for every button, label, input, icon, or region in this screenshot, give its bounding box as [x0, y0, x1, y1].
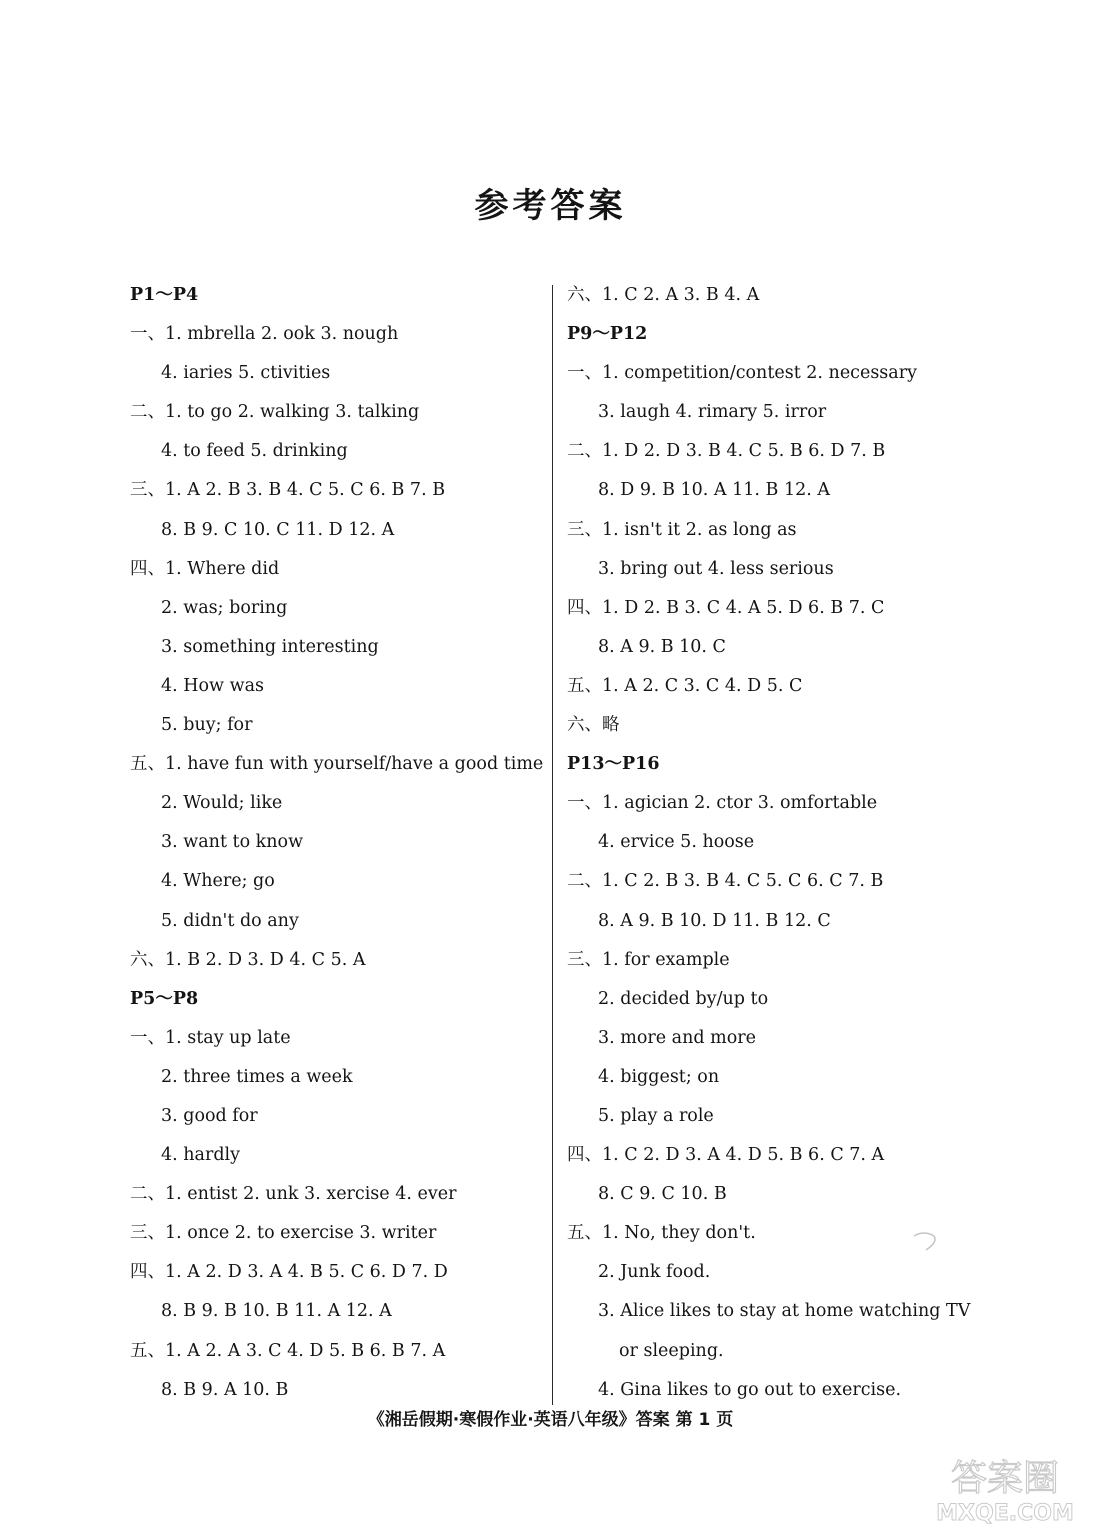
- answer-line: 8. B 9. A 10. B: [161, 1379, 289, 1400]
- answer-line: 3. want to know: [161, 832, 304, 853]
- answer-line: 五、1. A 2. A 3. C 4. D 5. B 6. B 7. A: [130, 1340, 446, 1361]
- answer-line: 2. Would; like: [161, 793, 283, 814]
- answer-line: 六、1. C 2. A 3. B 4. A: [567, 285, 760, 305]
- answer-line: 5. play a role: [598, 1105, 714, 1126]
- answer-line: 8. B 9. B 10. B 11. A 12. A: [161, 1301, 392, 1322]
- pen-mark: [912, 1228, 942, 1254]
- answer-line: 三、1. for example: [567, 949, 730, 970]
- answer-line: 2. three times a week: [161, 1066, 353, 1087]
- answer-line: 3. good for: [161, 1105, 258, 1126]
- answer-line: 4. hardly: [161, 1145, 241, 1166]
- answer-line: 3. bring out 4. less serious: [598, 558, 834, 579]
- answer-line: 二、1. D 2. D 3. B 4. C 5. B 6. D 7. B: [567, 441, 886, 462]
- answer-line: 3. Alice likes to stay at home watching TV: [598, 1301, 971, 1322]
- answer-line: 4. to feed 5. drinking: [161, 441, 348, 462]
- watermark-domain: MXQE.COM: [936, 1501, 1074, 1526]
- answer-line: 二、1. entist 2. unk 3. xercise 4. ever: [130, 1184, 457, 1205]
- watermark-text: 答案圈: [950, 1458, 1060, 1499]
- answer-line: 3. more and more: [598, 1027, 756, 1048]
- answer-line: 3. something interesting: [161, 636, 379, 657]
- answer-line: 三、1. isn't it 2. as long as: [567, 519, 797, 540]
- section-heading: P13～P16: [567, 754, 660, 775]
- answer-line: 4. ervice 5. hoose: [598, 832, 755, 853]
- answer-line: 4. biggest; on: [598, 1066, 720, 1087]
- answer-line: 六、1. B 2. D 3. D 4. C 5. A: [130, 949, 366, 970]
- answer-line: 四、1. D 2. B 3. C 4. A 5. D 6. B 7. C: [567, 597, 885, 618]
- answer-line: 二、1. C 2. B 3. B 4. C 5. C 6. C 7. B: [567, 871, 884, 892]
- answer-line: 2. Junk food.: [598, 1262, 711, 1283]
- answer-line: 5. buy; for: [161, 715, 253, 736]
- answer-line: 一、1. stay up late: [130, 1027, 291, 1048]
- answer-line: 四、1. C 2. D 3. A 4. D 5. B 6. C 7. A: [567, 1145, 885, 1166]
- page-footer: 《湘岳假期·寒假作业·英语八年级》答案 第 1 页: [367, 1410, 734, 1430]
- answer-line: 8. A 9. B 10. D 11. B 12. C: [598, 910, 831, 931]
- answer-line: 5. didn't do any: [161, 910, 299, 931]
- answer-line: 三、1. once 2. to exercise 3. writer: [130, 1223, 437, 1244]
- answer-line: 六、略: [567, 715, 620, 736]
- answer-line: 一、1. mbrella 2. ook 3. nough: [130, 324, 399, 345]
- answer-line: 4. Where; go: [161, 871, 275, 892]
- answer-line: 2. was; boring: [161, 597, 288, 618]
- answer-line: 4. iaries 5. ctivities: [161, 363, 331, 384]
- answer-line: 8. B 9. C 10. C 11. D 12. A: [161, 519, 395, 540]
- answer-line: 一、1. competition/contest 2. necessary: [567, 363, 917, 384]
- answer-line: 五、1. have fun with yourself/have a good time: [130, 754, 544, 775]
- answer-line: 3. laugh 4. rimary 5. irror: [598, 402, 827, 423]
- column-divider: [552, 285, 553, 1405]
- answer-line: 8. D 9. B 10. A 11. B 12. A: [598, 480, 830, 501]
- answer-line: 8. C 9. C 10. B: [598, 1184, 727, 1205]
- answer-line: 一、1. agician 2. ctor 3. omfortable: [567, 793, 878, 814]
- answer-line: 8. A 9. B 10. C: [598, 636, 726, 657]
- section-heading: P9～P12: [567, 324, 648, 345]
- watermark-logo: [925, 1448, 1085, 1528]
- answer-line: 4. How was: [161, 675, 264, 696]
- answer-line: 四、1. A 2. D 3. A 4. B 5. C 6. D 7. D: [130, 1262, 448, 1283]
- answer-line: 五、1. A 2. C 3. C 4. D 5. C: [567, 675, 803, 696]
- answer-line: or sleeping.: [619, 1340, 724, 1361]
- section-heading: P1～P4: [130, 285, 199, 305]
- answers-left-column: [130, 276, 544, 1410]
- answer-line: 2. decided by/up to: [598, 988, 769, 1009]
- page-title: 参考答案: [474, 186, 627, 226]
- answer-line: 4. Gina likes to go out to exercise.: [598, 1379, 902, 1400]
- section-heading: P5～P8: [130, 988, 199, 1009]
- answer-line: 二、1. to go 2. walking 3. talking: [130, 402, 420, 423]
- answer-line: 四、1. Where did: [130, 558, 280, 579]
- answer-line: 五、1. No, they don't.: [567, 1223, 756, 1244]
- answer-line: 三、1. A 2. B 3. B 4. C 5. C 6. B 7. B: [130, 480, 446, 501]
